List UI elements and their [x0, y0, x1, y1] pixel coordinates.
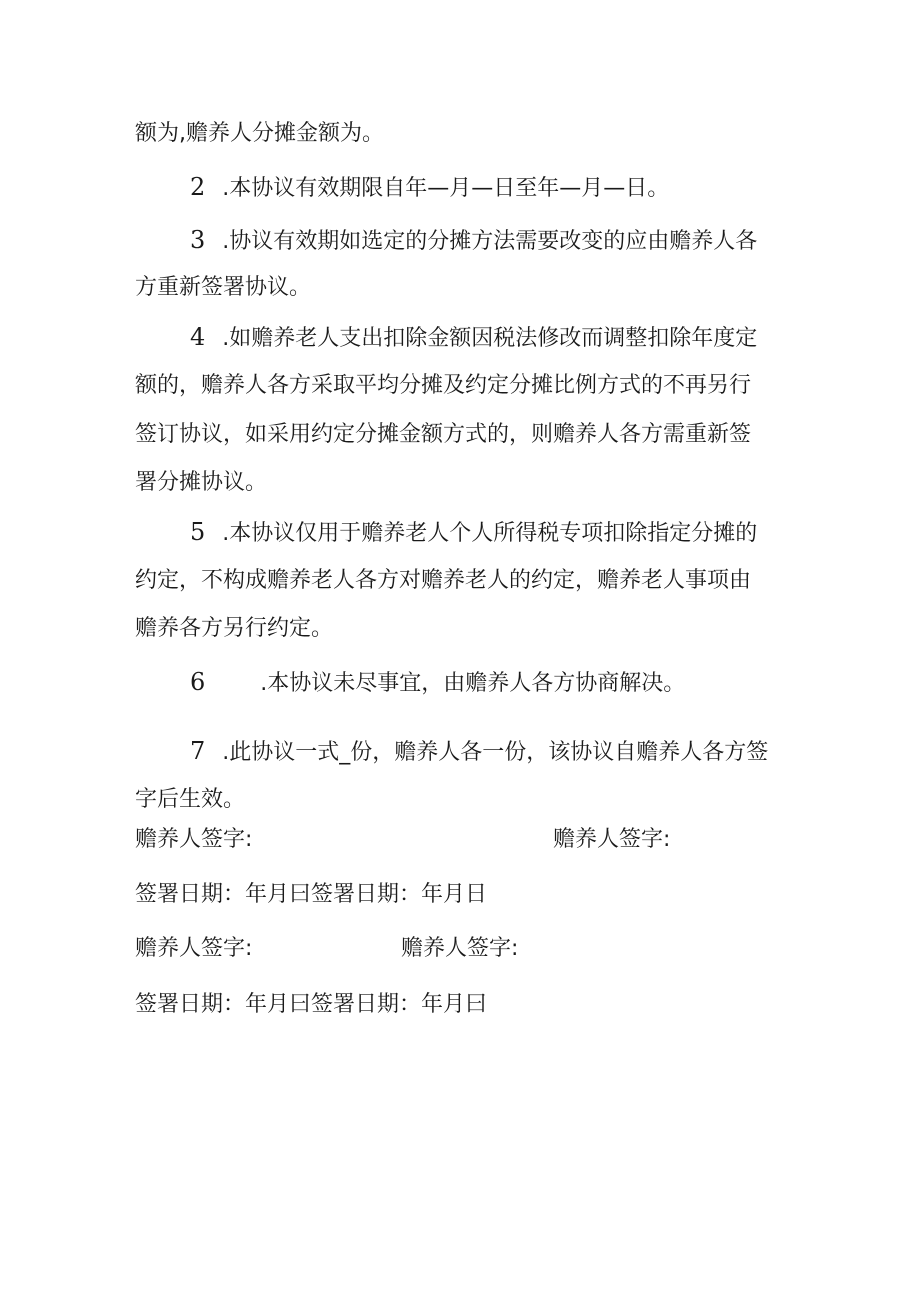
- line-text: 额的，赡养人各方采取平均分摊及约定分摊比例方式的不再另行: [135, 373, 752, 398]
- signature-date: 签署日期：年月曰签署日期：年月曰: [135, 992, 488, 1017]
- line-text: 本协议有效期限自年—月—日至年—月—日。: [229, 176, 670, 201]
- line-text: 签订协议，如采用约定分摊金额方式的，则赡养人各方需重新签: [135, 422, 752, 447]
- signature-date-line-1: [135, 880, 487, 910]
- item-number: 5: [190, 518, 206, 546]
- item-number: 2: [190, 173, 206, 201]
- signature-label: 赡养人签字:: [135, 827, 253, 852]
- line-text: 约定，不构成赡养老人各方对赡养老人的约定，赡养老人事项由: [135, 568, 752, 593]
- signature-label: 赡养人签字:: [553, 827, 671, 852]
- line-text: 此协议一式_份，赡养人各一份，该协议自赡养人各方签: [229, 740, 769, 765]
- line-text: 如赡养老人支出扣除金额因税法修改而调整扣除年度定: [229, 326, 758, 351]
- line-text: 署分摊协议。: [135, 470, 268, 495]
- item-number: 6: [190, 668, 206, 696]
- line-text: 本协议未尽事宜，由赡养人各方协商解决。: [267, 671, 686, 696]
- item-5-line-1: 5 .本协议仅用于赡养老人个人所得税专项扣除指定分摊的: [190, 518, 758, 546]
- line-text: 字后生效。: [135, 787, 246, 812]
- item-4-line-2: [135, 371, 751, 401]
- line-text: 方重新签署协议。: [135, 275, 312, 300]
- item-3-line-1: 3 .协议有效期如选定的分摊方法需要改变的应由赡养人各: [190, 226, 758, 254]
- signature-date-line-2: [135, 990, 487, 1020]
- signature-label: 赡养人签字:: [135, 936, 253, 961]
- item-5-line-2: [135, 566, 751, 596]
- item-4-line-3: [135, 420, 751, 450]
- item-7-line-1: 7 .此协议一式_份，赡养人各一份，该协议自赡养人各方签: [190, 737, 769, 765]
- item-6: 6 .本协议未尽事宜，由赡养人各方协商解决。: [190, 668, 686, 696]
- line-text: 额为,赡养人分摊金额为。: [135, 121, 384, 146]
- para-1-line-1: [135, 119, 384, 149]
- item-4-line-4: [135, 468, 267, 498]
- item-4-line-1: 4 .如赡养老人支出扣除金额因税法修改而调整扣除年度定: [190, 323, 758, 351]
- item-number: 3: [190, 226, 206, 254]
- signature-label-3: [135, 934, 252, 964]
- item-5-line-3: [135, 614, 333, 644]
- item-3-line-2: [135, 273, 311, 303]
- line-text: 本协议仅用于赡养老人个人所得税专项扣除指定分摊的: [229, 521, 758, 546]
- item-2: 2 .本协议有效期限自年—月—日至年—月—日。: [190, 173, 670, 201]
- signature-label-4: [401, 934, 518, 964]
- signature-label-1: [135, 825, 252, 855]
- line-text: 协议有效期如选定的分摊方法需要改变的应由赡养人各: [229, 229, 758, 254]
- line-text: 赡养各方另行约定。: [135, 616, 334, 641]
- signature-label: 赡养人签字:: [401, 936, 519, 961]
- item-number: 7: [190, 737, 206, 765]
- signature-label-2: [553, 825, 670, 855]
- signature-date: 签署日期：年月曰签署日期：年月日: [135, 882, 488, 907]
- item-number: 4: [190, 323, 206, 351]
- item-7-line-2: [135, 785, 245, 815]
